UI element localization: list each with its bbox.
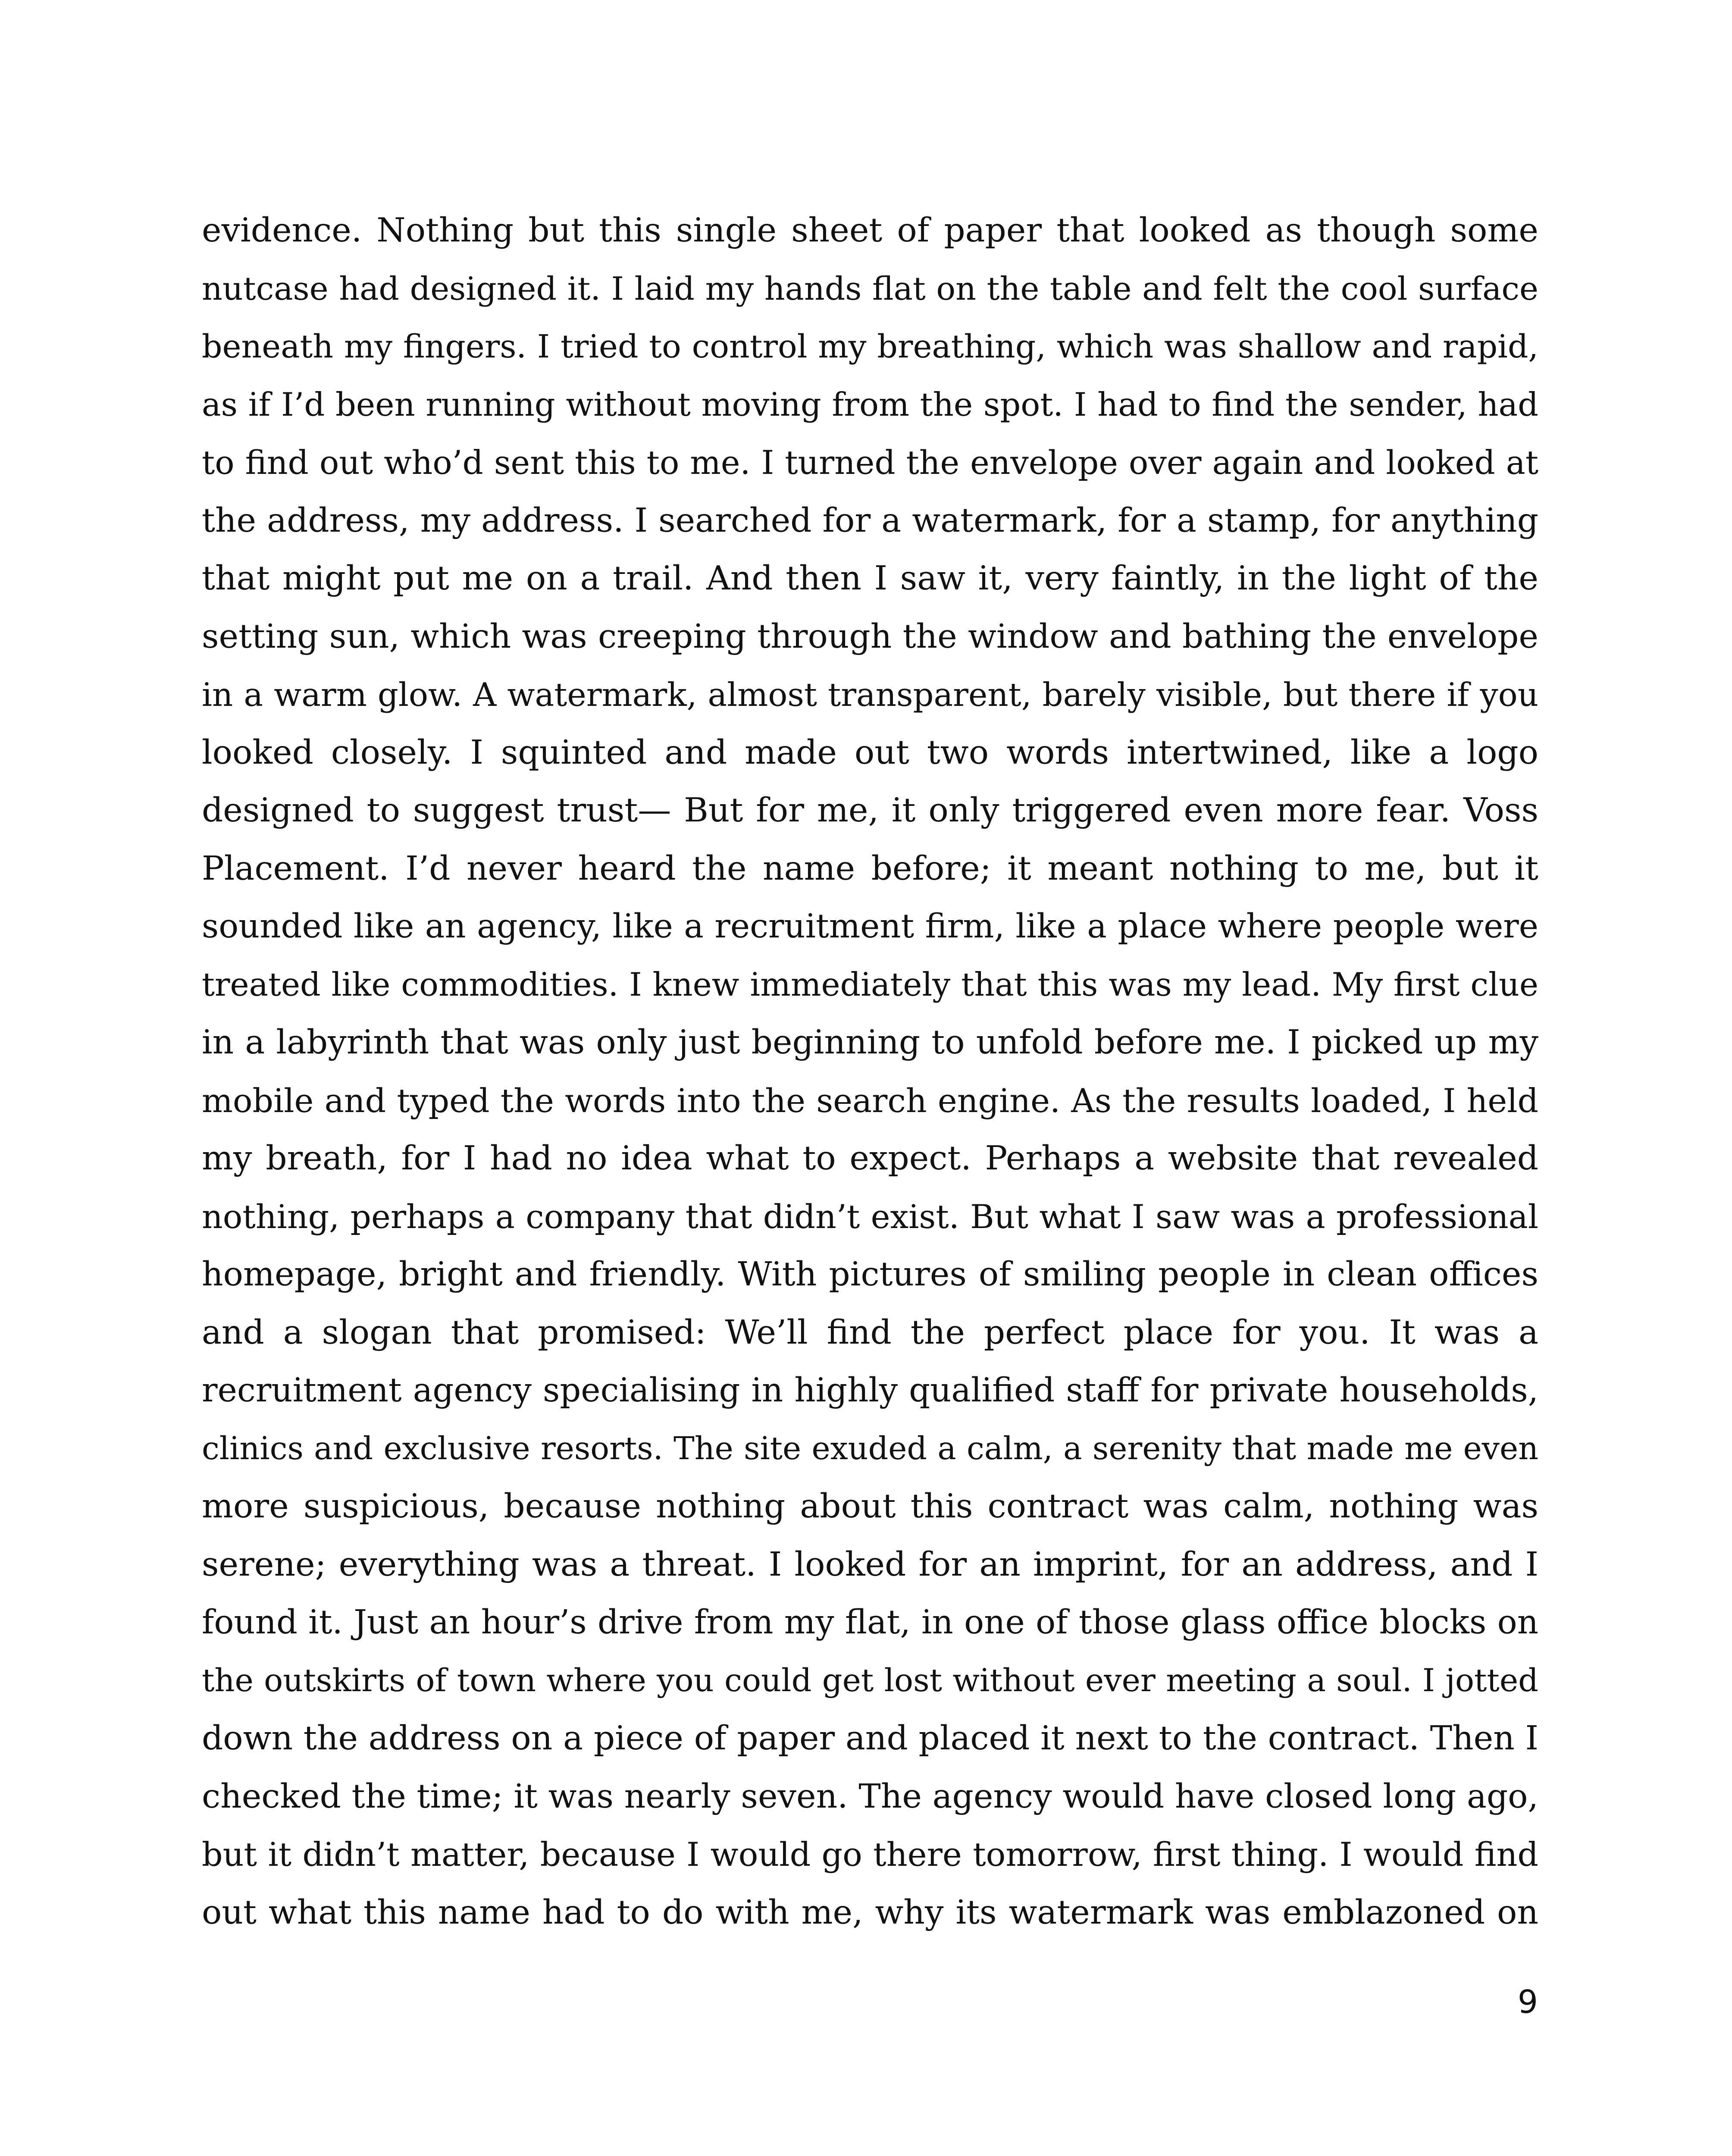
text-line: as if I’d been running without moving from the spot. I had to find the sender, had xyxy=(202,385,1538,423)
text-line: checked the time; it was nearly seven. The agency would have closed long ago, xyxy=(202,1777,1538,1816)
text-line: the outskirts of town where you could get lost without ever meeting a soul. I jotted xyxy=(202,1662,1538,1699)
text-line: down the address on a piece of paper and placed it next to the contract. Then I xyxy=(202,1719,1538,1758)
text-line: clinics and exclusive resorts. The site exuded a calm, a serenity that made me even xyxy=(202,1430,1538,1467)
text-line: looked closely. I squinted and made out two words intertwined, like a logo xyxy=(202,733,1538,772)
text-line: to find out who’d sent this to me. I turned the envelope over again and looked at xyxy=(202,444,1538,482)
text-line: nutcase had designed it. I laid my hands flat on the table and felt the cool surface xyxy=(202,270,1538,307)
text-line: recruitment agency specialising in highly qualified staff for private households, xyxy=(202,1371,1538,1410)
text-line: and a slogan that promised: We’ll find the perfect place for you. It was a xyxy=(202,1313,1538,1352)
text-line: but it didn’t matter, because I would go there tomorrow, first thing. I would find xyxy=(202,1835,1538,1874)
text-line: designed to suggest trust— But for me, it only triggered even more fear. Voss xyxy=(202,791,1538,830)
text-line: evidence. Nothing but this single sheet of paper that looked as though some xyxy=(202,211,1538,250)
text-line: that might put me on a trail. And then I saw it, very faintly, in the light of the xyxy=(202,559,1538,598)
text-line: my breath, for I had no idea what to expect. Perhaps a website that revealed xyxy=(202,1139,1538,1178)
text-line: setting sun, which was creeping through the window and bathing the envelope xyxy=(202,617,1538,656)
text-line: the address, my address. I searched for a watermark, for a stamp, for anything xyxy=(202,501,1538,540)
text-line: sounded like an agency, like a recruitment firm, like a place where people were xyxy=(202,907,1538,946)
text-line: more suspicious, because nothing about this contract was calm, nothing was xyxy=(202,1487,1538,1526)
text-line: homepage, bright and friendly. With pictures of smiling people in clean offices xyxy=(202,1255,1538,1294)
text-line: out what this name had to do with me, why its watermark was emblazoned on xyxy=(202,1893,1538,1932)
text-line: Placement. I’d never heard the name before; it meant nothing to me, but it xyxy=(202,849,1538,888)
text-line: beneath my fingers. I tried to control my breathing, which was shallow and rapid, xyxy=(202,328,1538,365)
text-line: in a warm glow. A watermark, almost transparent, barely visible, but there if you xyxy=(202,676,1538,714)
text-line: nothing, perhaps a company that didn’t exist. But what I saw was a professional xyxy=(202,1197,1538,1236)
text-line: found it. Just an hour’s drive from my flat, in one of those glass office blocks on xyxy=(202,1603,1538,1642)
text-line: treated like commodities. I knew immediately that this was my lead. My first clue xyxy=(202,965,1538,1003)
text-line: in a labyrinth that was only just beginning to unfold before me. I picked up my xyxy=(202,1023,1538,1062)
text-line: mobile and typed the words into the search engine. As the results loaded, I held xyxy=(202,1081,1538,1120)
page-number: 9 xyxy=(1517,1984,1538,2021)
text-line: serene; everything was a threat. I looked for an imprint, for an address, and I xyxy=(202,1545,1538,1584)
body-text xyxy=(202,202,1538,1942)
